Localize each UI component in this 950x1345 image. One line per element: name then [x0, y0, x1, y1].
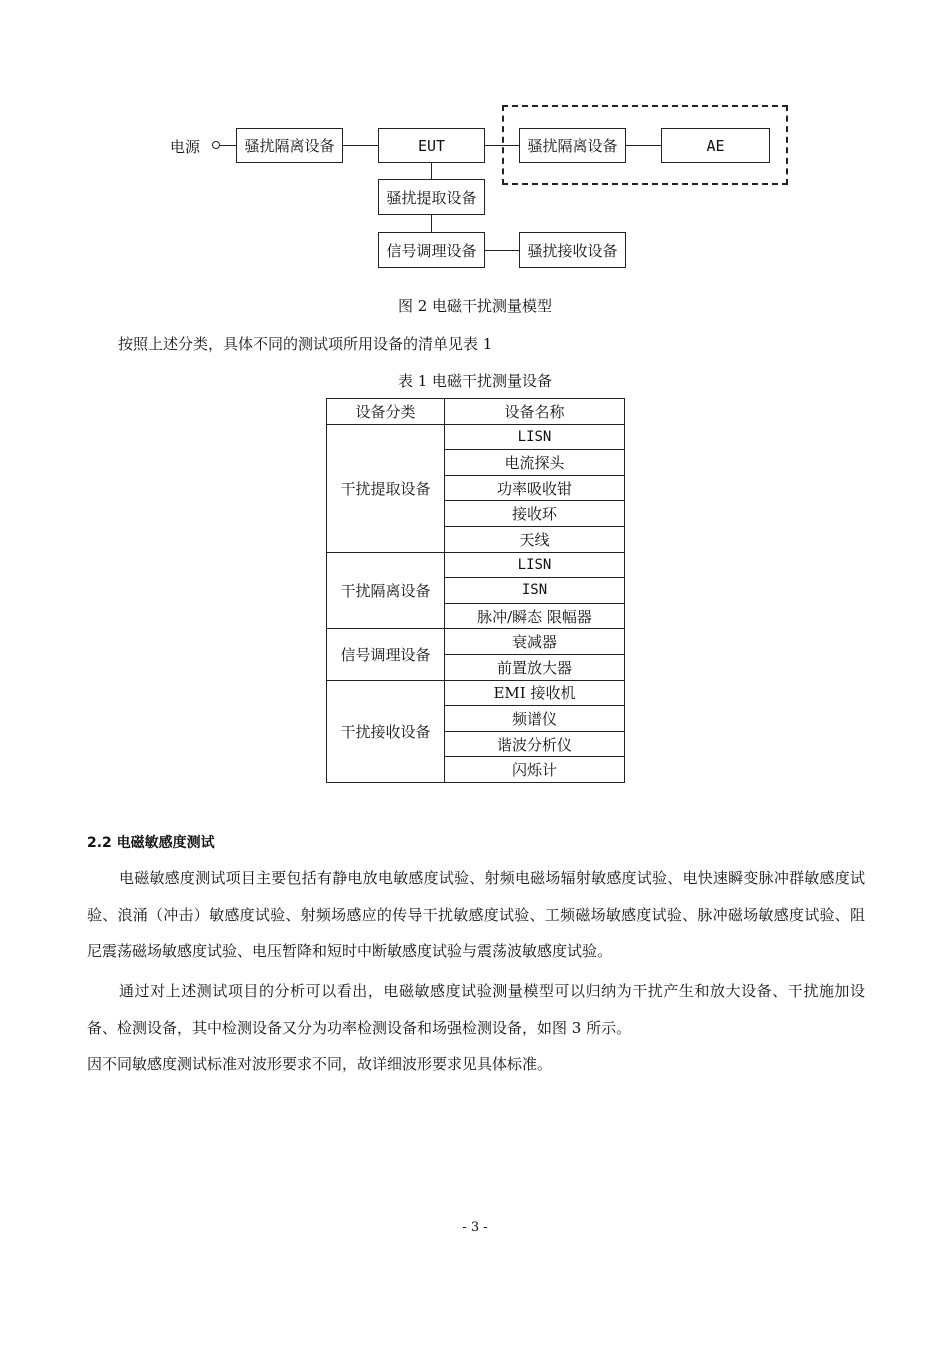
section-paragraph-1: 电磁敏感度测试项目主要包括有静电放电敏感度试验、射频电磁场辐射敏感度试验、电快速瞬变脉冲群敏感度试验、浪涌（冲击）敏感度试验、射频场感应的传导干扰敏感度试验、工频磁场敏感度试验、脉冲磁场敏感度试验、阻尼震荡磁场敏感度试验、电压暂降和短时中断敏感度试验与震荡波敏感度试验。	[87, 869, 865, 960]
category-cell: 干扰接收设备	[327, 680, 445, 782]
item-cell: LISN	[445, 424, 625, 450]
table-title: 表 1 电磁干扰测量设备	[397, 372, 553, 390]
section-paragraph-3: 因不同敏感度测试标准对波形要求不同，故详细波形要求见具体标准。	[87, 1055, 553, 1073]
item-cell: EMI 接收机	[445, 680, 625, 706]
connector-line	[343, 145, 379, 146]
item-cell: ISN	[445, 578, 625, 604]
table-row	[327, 680, 625, 706]
connector-line	[220, 145, 237, 146]
table-row	[327, 424, 625, 450]
isolation-device-box-right: 骚扰隔离设备	[519, 128, 626, 163]
connector-line	[485, 250, 520, 251]
category-cell: 干扰提取设备	[327, 424, 445, 552]
table-header-row	[327, 399, 625, 425]
item-cell: 接收环	[445, 501, 625, 527]
connector-line	[431, 163, 432, 180]
header-name: 设备名称	[445, 399, 625, 425]
table-row	[327, 629, 625, 655]
category-cell: 干扰隔离设备	[327, 552, 445, 629]
page-number: - 3 -	[462, 1220, 488, 1235]
isolation-device-box-left: 骚扰隔离设备	[236, 128, 343, 163]
eut-box: EUT	[378, 128, 485, 163]
figure-caption: 图 2 电磁干扰测量模型	[397, 297, 553, 315]
equipment-table	[326, 398, 625, 783]
header-category: 设备分类	[327, 399, 445, 425]
emi-measurement-model-diagram	[0, 0, 950, 290]
item-cell: LISN	[445, 552, 625, 578]
item-cell: 天线	[445, 526, 625, 552]
conditioning-device-box: 信号调理设备	[378, 232, 485, 268]
section-heading: 2.2 电磁敏感度测试	[87, 835, 215, 851]
connector-line	[431, 215, 432, 233]
extraction-device-box: 骚扰提取设备	[378, 179, 485, 215]
item-cell: 脉冲/瞬态 限幅器	[445, 603, 625, 629]
item-cell: 衰减器	[445, 629, 625, 655]
section-paragraph-2: 通过对上述测试项目的分析可以看出，电磁敏感度试验测量模型可以归纳为干扰产生和放大设备、干扰施加设备、检测设备，其中检测设备又分为功率检测设备和场强检测设备，如图 3 所示。	[87, 982, 865, 1037]
ae-box: AE	[661, 128, 770, 163]
power-source-label: 电源	[170, 138, 201, 156]
item-cell: 前置放大器	[445, 654, 625, 680]
item-cell: 电流探头	[445, 450, 625, 476]
power-terminal-icon	[212, 141, 220, 149]
item-cell: 功率吸收钳	[445, 475, 625, 501]
connector-line	[626, 145, 662, 146]
category-cell: 信号调理设备	[327, 629, 445, 680]
table-row	[327, 552, 625, 578]
receiving-device-box: 骚扰接收设备	[519, 232, 626, 268]
intro-text: 按照上述分类，具体不同的测试项所用设备的清单见表 1	[118, 335, 493, 353]
item-cell: 频谱仪	[445, 706, 625, 732]
item-cell: 谐波分析仪	[445, 731, 625, 757]
item-cell: 闪烁计	[445, 757, 625, 783]
